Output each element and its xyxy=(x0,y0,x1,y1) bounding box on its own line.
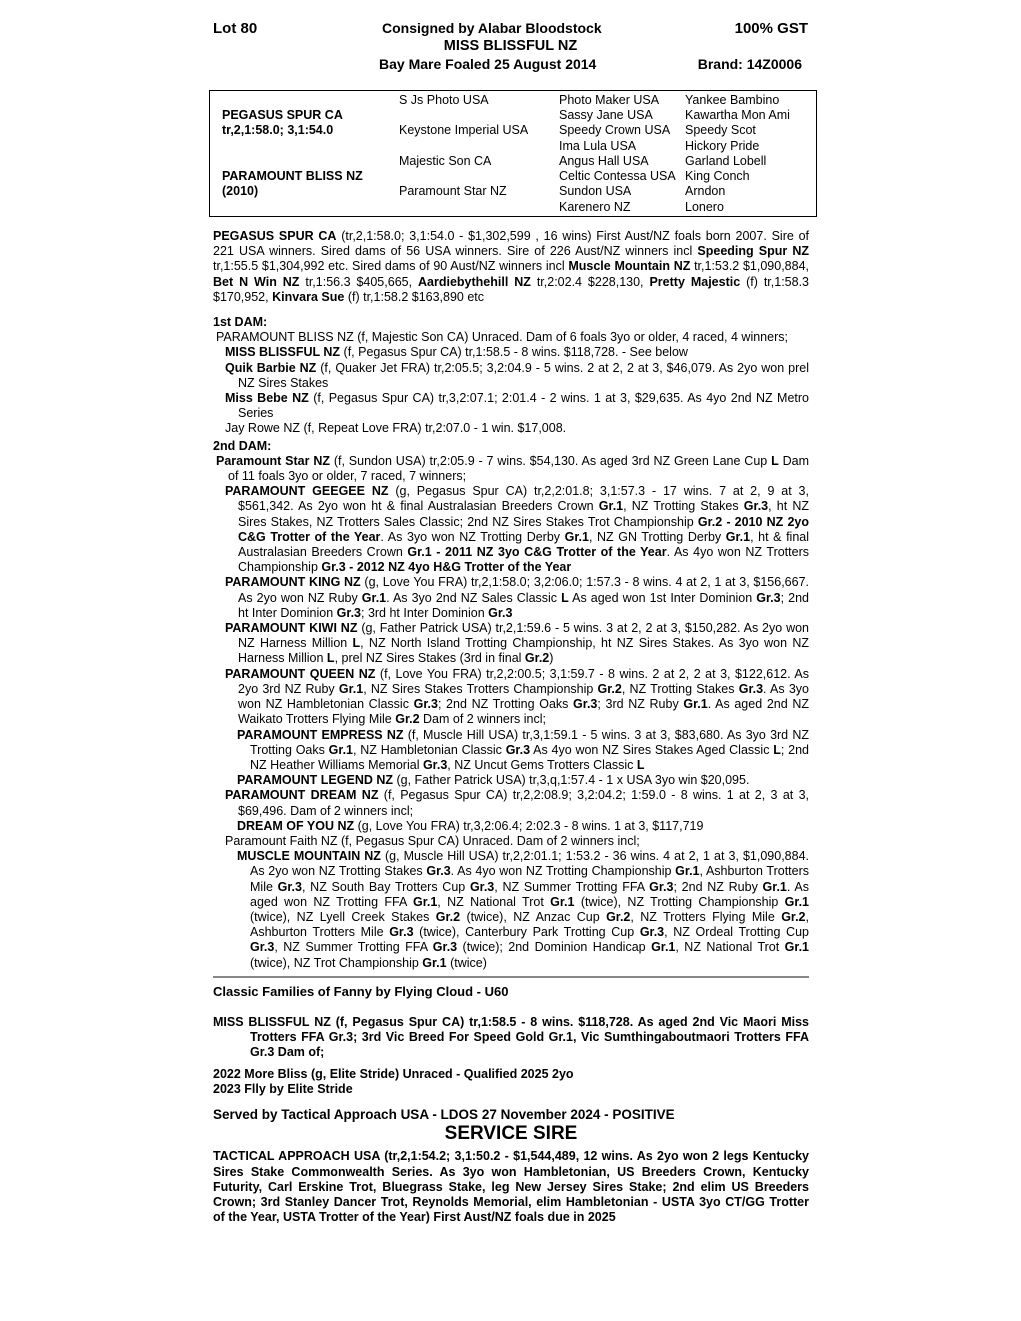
grade: Gr.3 - 2012 NZ 4yo H&G Trotter of the Year xyxy=(321,560,572,575)
pedigree-g3: Speedy Crown USA xyxy=(559,123,671,137)
t: , ht NZ Sires Stakes, NZ Trotters Sales Classic; 2nd NZ Sires Stakes Trot Championship xyxy=(238,499,809,529)
pedigree-g4: Garland Lobell xyxy=(685,154,767,168)
brand: Brand: 14Z0006 xyxy=(697,56,802,72)
listed: L xyxy=(352,636,361,651)
pedigree-g3: Karenero NZ xyxy=(559,200,631,214)
pedigree-g2: Majestic Son CA xyxy=(399,154,492,168)
t: , NZ GN Trotting Derby xyxy=(588,529,726,544)
dam-name: Paramount Star NZ xyxy=(216,453,330,468)
sire-highlight: Aardiebythehill NZ xyxy=(418,274,531,289)
grade: Gr.1 xyxy=(564,529,589,544)
grade: Gr.3 xyxy=(488,605,513,620)
grade: Gr.1 xyxy=(762,879,787,894)
grade: Gr.1 xyxy=(328,742,353,757)
pedigree-g2: Keystone Imperial USA xyxy=(399,123,529,137)
grade: Gr.2 xyxy=(606,909,631,924)
t: ; 2nd NZ Trotting Oaks xyxy=(437,697,574,712)
t: ; 2nd NZ Heather Williams Memorial xyxy=(250,742,809,772)
first-dam-foal xyxy=(213,345,809,360)
t: , NZ National Trot xyxy=(675,940,785,955)
grade: Gr.3 xyxy=(426,864,451,879)
sire-text: tr,1:56.3 $405,665, xyxy=(299,274,418,289)
sire-name: PEGASUS SPUR CA xyxy=(213,229,337,243)
t: , Ashburton Trotters Mile xyxy=(250,909,809,940)
t: ; 2nd ht Inter Dominion xyxy=(238,590,809,620)
t: (g, Father Patrick USA) tr,3,q,1:57.4 - 1 x USA 3yo win $20,095. xyxy=(393,773,750,788)
grade: Gr.1 - 2011 NZ 3yo C&G Trotter of the Year xyxy=(407,545,667,560)
t: ; 2nd NZ Ruby xyxy=(673,879,763,894)
t: , NZ Summer Trotting FFA xyxy=(494,879,650,894)
listed: L xyxy=(636,757,645,772)
t: . As aged won NZ Trotting FFA xyxy=(250,879,809,909)
third-gen-foal xyxy=(213,773,809,788)
sire-highlight: Bet N Win NZ xyxy=(213,274,300,289)
grade: Gr.3 xyxy=(389,925,414,940)
first-dam-foal: Jay Rowe NZ (f, Repeat Love FRA) tr,2:07.0 - 1 win. $17,008. xyxy=(225,421,567,436)
foal-name: PARAMOUNT LEGEND NZ xyxy=(237,773,394,788)
t: (twice) xyxy=(446,955,487,970)
grade: Gr.3 xyxy=(432,940,458,955)
t: ; 3rd ht Inter Dominion xyxy=(361,605,489,620)
sire-text: tr,1:55.5 $1,304,992 etc. Sired dams of 90 Aust/NZ winners incl xyxy=(213,259,569,274)
grade: Gr.3 xyxy=(250,940,275,955)
t: . As aged 2nd NZ Waikato Trotters Flying Mile xyxy=(238,697,809,727)
grade: Gr.3 xyxy=(738,681,764,696)
grade: Gr.3 xyxy=(336,605,361,620)
pedigree-g3: Sundon USA xyxy=(559,184,632,198)
second-dam-line xyxy=(213,454,809,484)
grade: Gr.3 xyxy=(277,879,302,894)
pedigree-g3: Ima Lula USA xyxy=(559,139,637,153)
sire-highlight: Kinvara Sue xyxy=(272,289,345,304)
grade: Gr.1 xyxy=(598,499,624,514)
t: , NZ Hambletonian Classic xyxy=(353,742,506,757)
grade: Gr.1 xyxy=(725,529,751,544)
sire-text: tr,2:02.4 $228,130, xyxy=(530,274,650,289)
t: As aged won 1st Inter Dominion xyxy=(568,590,757,605)
foal-name: MUSCLE MOUNTAIN NZ xyxy=(237,849,381,864)
grade: Gr.1 xyxy=(675,864,700,879)
t: ) xyxy=(549,651,554,666)
pedigree-g4: Hickory Pride xyxy=(685,139,760,153)
foal-text: (f, Quaker Jet FRA) tr,2:05.5; 3,2:04.9 - 5 wins. 2 at 2, 2 at 3, $46,079. As 2yo won prel NZ Sires Stakes xyxy=(238,360,809,390)
t: , NZ Uncut Gems Trotters Classic xyxy=(447,757,637,772)
grade: Gr.2 - 2010 NZ 2yo C&G Trotter of the Year xyxy=(238,514,809,544)
first-dam-foal xyxy=(213,391,809,421)
served-by: Served by Tactical Approach USA - LDOS 27 November 2024 - POSITIVE xyxy=(213,1106,675,1122)
t: (f, Pegasus Spur CA) tr,2,2:08.9; 3,2:04.2; 1:59.0 - 8 wins. 1 at 2, 3 at 3, $69,496. Dam of 2 winners incl; xyxy=(238,788,810,818)
t: , NZ Sires Stakes Trotters Championship xyxy=(363,681,598,696)
t: (f, Muscle Hill USA) tr,3,1:59.1 - 5 wins. 3 at 3, $83,680. As 3yo 3rd NZ Trotting Oaks xyxy=(250,727,809,757)
t: (g, Love You FRA) tr,3,2:06.4; 2:02.3 - 8 wins. 1 at 3, $117,719 xyxy=(354,818,704,833)
t: (twice), Canterbury Park Trotting Cup xyxy=(413,925,640,940)
dam-text: (f, Sundon USA) tr,2:05.9 - 7 wins. $54,130. As aged 3rd NZ Green Lane Cup xyxy=(329,453,772,468)
pedigree-g4: Kawartha Mon Ami xyxy=(685,108,790,122)
t: (g, Father Patrick USA) tr,2,1:59.6 - 5 wins. 3 at 2, 2 at 3, $150,282. As 2yo won NZ Harness Million xyxy=(238,621,809,651)
catalogue-header xyxy=(213,20,808,74)
t: , NZ Trotting Stakes xyxy=(621,681,739,696)
pedigree-g3: Angus Hall USA xyxy=(559,154,649,168)
pedigree-g4: Speedy Scot xyxy=(685,123,756,137)
t: . As 4yo won NZ Trotters Championship xyxy=(238,545,809,575)
grade: Gr.1 xyxy=(784,940,809,955)
t: (g, Muscle Hill USA) tr,2,2:01.1; 1:53.2 - 36 wins. 4 at 2, 1 at 3, $1,090,884. As 2yo won NZ Trotting Stakes xyxy=(250,849,809,879)
divider xyxy=(213,976,809,978)
foal-name: PARAMOUNT GEEGEE NZ xyxy=(225,484,389,499)
mare-summary: MISS BLISSFUL NZ (f, Pegasus Spur CA) tr,1:58.5 - 8 wins. $118,728. As aged 2nd Vic Maori Miss Trotters FFA Gr.3; 3rd Vic Breed For Speed Gold Gr.1, Vic Sumthingaboutmaori Trotters FFA Gr.3 Dam of; xyxy=(213,1014,809,1060)
third-gen-foal xyxy=(213,819,809,834)
second-dam-foal: Paramount Faith NZ (f, Pegasus Spur CA) Unraced. Dam of 2 winners incl; xyxy=(225,833,640,848)
t: , NZ Trotters Flying Mile xyxy=(630,909,782,924)
grade: Gr.2 xyxy=(597,681,622,696)
foal-text: (f, Pegasus Spur CA) tr,1:58.5 - 8 wins. $118,728. - See below xyxy=(340,345,688,360)
t: , prel NZ Sires Stakes (3rd in final xyxy=(334,651,525,666)
t: . As 3yo won NZ Hambletonian Classic xyxy=(238,681,809,712)
t: (g, Love You FRA) tr,2,1:58.0; 3,2:06.0; 1:57.3 - 8 wins. 4 at 2, 1 at 3, $156,667. As 2yo won NZ Ruby xyxy=(238,575,809,605)
progeny-item: 2023 Flly by Elite Stride xyxy=(213,1081,353,1096)
foal-name: PARAMOUNT DREAM NZ xyxy=(225,788,379,803)
grade: Gr.3 xyxy=(422,757,448,772)
t: , NZ South Bay Trotters Cup xyxy=(301,879,470,894)
grade: Gr.3 xyxy=(756,590,781,605)
foal-name: DREAM OF YOU NZ xyxy=(237,818,355,833)
progeny-item: 2022 More Bliss (g, Elite Stride) Unraced - Qualified 2025 2yo xyxy=(213,1066,574,1081)
pedigree-g3: Sassy Jane USA xyxy=(559,108,653,122)
listed: L xyxy=(326,651,335,666)
t: , NZ Trotting Stakes xyxy=(623,499,744,514)
sire-text: (f) tr,1:58.3 $170,952, xyxy=(213,274,810,304)
pedigree-g2: S Js Photo USA xyxy=(399,93,489,107)
sire-highlight: Pretty Majestic xyxy=(649,274,741,289)
grade: Gr.1 xyxy=(784,894,809,909)
pedigree-sire: PEGASUS SPUR CA xyxy=(222,108,343,122)
family-line: Classic Families of Fanny by Flying Cloud - U60 xyxy=(213,983,509,999)
grade: Gr.1 xyxy=(338,681,364,696)
second-dam-foal xyxy=(213,621,809,667)
foal-name: Miss Bebe NZ xyxy=(225,391,309,406)
pedigree-g3: Celtic Contessa USA xyxy=(559,169,676,183)
foal-name: PARAMOUNT EMPRESS NZ xyxy=(237,727,404,742)
third-gen-foal xyxy=(213,849,809,971)
pedigree-g4: Lonero xyxy=(685,200,724,214)
grade: Gr.3 xyxy=(573,697,598,712)
grade: Gr.1 xyxy=(412,894,438,909)
first-dam-line: PARAMOUNT BLISS NZ (f, Majestic Son CA) Unraced. Dam of 6 foals 3yo or older, 4 raced, 4 winners; xyxy=(216,330,788,345)
listed: L xyxy=(771,453,779,468)
pedigree-g3: Photo Maker USA xyxy=(559,93,660,107)
grade: Gr.3 xyxy=(639,925,665,940)
t: Dam of 2 winners incl; xyxy=(419,712,546,727)
t: (twice), NZ Lyell Creek Stakes xyxy=(250,909,436,924)
second-dam-foal xyxy=(213,575,809,621)
first-dam-foal xyxy=(213,361,809,391)
sire-text: tr,1:53.2 $1,090,884, xyxy=(690,259,810,274)
t: . As 3yo won NZ Trotting Derby xyxy=(380,529,565,544)
horse-name: MISS BLISSFUL NZ xyxy=(443,38,578,54)
sire-highlight: Muscle Mountain NZ xyxy=(568,259,691,274)
t: ; 3rd NZ Ruby xyxy=(597,697,684,712)
t: , NZ Summer Trotting FFA xyxy=(274,940,433,955)
foal-name: PARAMOUNT QUEEN NZ xyxy=(225,666,376,681)
pedigree-sire-record: tr,2,1:58.0; 3,1:54.0 xyxy=(222,123,334,137)
t: , NZ North Island Trotting Championship, ht NZ Sires Stakes. As 3yo won NZ Harness Million xyxy=(238,636,809,666)
catalogue-body xyxy=(213,229,809,1225)
grade: Gr.2 xyxy=(395,712,420,727)
t: (twice), NZ Anzac Cup xyxy=(460,909,607,924)
pedigree-g2: Paramount Star NZ xyxy=(399,184,507,198)
dam-text: Dam of 11 foals 3yo or older, 7 raced, 7 winners; xyxy=(228,453,809,484)
pedigree-g4: King Conch xyxy=(685,169,750,183)
sire-highlight: Speeding Spur NZ xyxy=(697,244,810,259)
sire-text: (f) tr,1:58.2 $163,890 etc xyxy=(344,289,485,304)
second-dam-heading: 2nd DAM: xyxy=(213,438,272,453)
listed: L xyxy=(561,590,569,605)
foal-name: PARAMOUNT KING NZ xyxy=(225,575,361,590)
foal-name: PARAMOUNT KIWI NZ xyxy=(225,621,358,636)
gst-status: 100% GST xyxy=(734,20,808,37)
sire-paragraph xyxy=(213,229,809,305)
listed: L xyxy=(773,742,781,757)
grade: Gr.1 xyxy=(422,955,447,970)
grade: Gr.2 xyxy=(781,909,806,924)
t: , NZ Ordeal Trotting Cup xyxy=(664,925,809,940)
grade: Gr.3 xyxy=(649,879,674,894)
pedigree-g4: Arndon xyxy=(685,184,726,198)
pedigree-g4: Yankee Bambino xyxy=(685,93,780,107)
t: . As 4yo won NZ Trotting Championship xyxy=(450,864,676,879)
grade: Gr.1 xyxy=(361,590,387,605)
first-dam-heading: 1st DAM: xyxy=(213,315,268,330)
second-dam-foal xyxy=(213,484,809,575)
sire-text: (tr,2,1:58.0; 3,1:54.0 - $1,302,599 , 16 wins) First Aust/NZ foals born 2007. Sire of 221 USA winners. Sired dams of 56 USA winners. Sire of 226 Aust/NZ winners incl xyxy=(213,229,809,259)
pedigree-table xyxy=(209,90,817,217)
foal-text: (f, Pegasus Spur CA) tr,3,2:07.1; 2:01.4 - 2 wins. 1 at 3, $29,635. As 4yo 2nd NZ Metro Series xyxy=(238,391,809,421)
t: As 4yo won NZ Sires Stakes Aged Classic xyxy=(530,742,774,757)
t: , ht & final Australasian Breeders Crown xyxy=(238,529,809,560)
grade: Gr.3 xyxy=(743,499,769,514)
foal-name: MISS BLISSFUL NZ xyxy=(225,345,341,360)
t: (twice), NZ Trotting Championship xyxy=(574,894,785,909)
t: (f, Love You FRA) tr,2,2:00.5; 3,1:59.7 - 8 wins. 2 at 2, 2 at 3, $122,612. As 2yo 3rd NZ Ruby xyxy=(238,666,809,696)
lot-number: Lot 80 xyxy=(213,20,258,37)
consignor: Consigned by Alabar Bloodstock xyxy=(382,20,602,36)
second-dam-foal xyxy=(213,667,809,728)
t: (twice); 2nd Dominion Handicap xyxy=(457,940,652,955)
grade: Gr.2 xyxy=(524,651,550,666)
t: , Ashburton Trotters Mile xyxy=(250,864,810,894)
pedigree-dam-year: (2010) xyxy=(222,184,259,198)
grade: Gr.3 xyxy=(505,742,531,757)
grade: Gr.1 xyxy=(683,697,708,712)
service-sire-heading: SERVICE SIRE xyxy=(444,1123,578,1145)
t: (twice), NZ Trot Championship xyxy=(250,955,423,970)
foaling-details: Bay Mare Foaled 25 August 2014 xyxy=(379,56,597,72)
grade: Gr.1 xyxy=(550,894,575,909)
second-dam-foal xyxy=(213,788,809,818)
t: , NZ National Trot xyxy=(437,894,551,909)
service-sire-paragraph: TACTICAL APPROACH USA (tr,2,1:54.2; 3,1:50.2 - $1,544,489, 12 wins. As 2yo won 2 legs Kentucky Sires Stake Commonwealth Series. As 3yo won Hambletonian, US Breeders Crown, Kentucky Futurity, Carl Erskine Trot, Bluegrass Stake, leg New Jersey Sires Stake; 2nd elim US Breeders Crown; 3rd Stanley Dancer Trot, Reynolds Memorial, elim Hambletonian - USTA 3yo CT/GG Trotter of the Year, USTA Trotter of the Year) First Aust/NZ foals due in 2025 xyxy=(213,1149,809,1225)
grade: Gr.1 xyxy=(651,940,676,955)
grade: Gr.2 xyxy=(435,909,461,924)
third-gen-foal xyxy=(213,728,809,774)
foal-name: Quik Barbie NZ xyxy=(225,360,317,375)
t: . As 3yo 2nd NZ Sales Classic xyxy=(386,590,562,605)
pedigree-dam: PARAMOUNT BLISS NZ xyxy=(222,169,363,183)
t: (g, Pegasus Spur CA) tr,2,2:01.8; 3,1:57.3 - 17 wins. 7 at 2, 9 at 3, $561,342. As 2yo won ht & final Australasian Breeders Crown xyxy=(238,484,809,514)
grade: Gr.3 xyxy=(469,879,495,894)
grade: Gr.3 xyxy=(413,697,438,712)
